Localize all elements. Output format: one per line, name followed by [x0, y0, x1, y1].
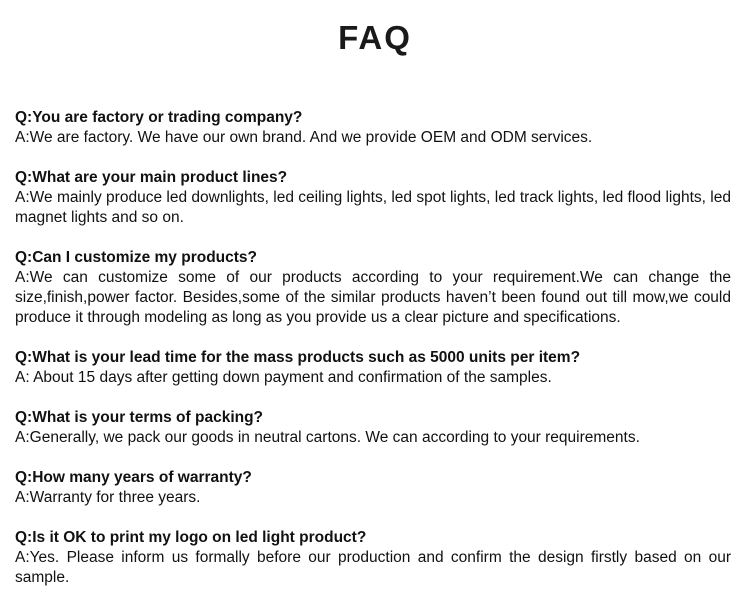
faq-answer: A:We are factory. We have our own brand. And we provide OEM and ODM services.	[15, 129, 593, 146]
faq-question: Q:What is your terms of packing?	[15, 409, 264, 426]
faq-answer: A:Yes. Please inform us formally before our production and confirm the design firstly based on our sample.	[15, 549, 731, 586]
faq-answer: A:We mainly produce led downlights, led ceiling lights, led spot lights, led track lights, led flood lights, led magnet lights and so on.	[15, 189, 731, 226]
faq-question: Q:You are factory or trading company?	[15, 109, 303, 126]
faq-item	[15, 248, 731, 328]
faq-answer: A:We can customize some of our products according to your requirement.We can change the size,finish,power factor. Besides,some of the similar products haven’t been found out till mow,we could produce it through modeling as long as you provide us a clear picture and specifications.	[15, 269, 731, 326]
faq-question: Q:Can I customize my products?	[15, 249, 258, 266]
faq-item	[15, 348, 731, 388]
faq-question: Q:How many years of warranty?	[15, 469, 252, 486]
faq-answer: A:Warranty for three years.	[15, 489, 201, 506]
faq-question: Q:What are your main product lines?	[15, 169, 288, 186]
faq-item	[15, 108, 731, 148]
faq-item	[15, 528, 731, 588]
faq-answer: A: About 15 days after getting down payment and confirmation of the samples.	[15, 369, 552, 386]
faq-answer: A:Generally, we pack our goods in neutral cartons. We can according to your requirements.	[15, 429, 640, 446]
page-title: FAQ	[338, 19, 412, 56]
faq-item	[15, 168, 731, 228]
faq-item	[15, 408, 731, 448]
faq-question: Q:What is your lead time for the mass products such as 5000 units per item?	[15, 349, 581, 366]
faq-item	[15, 468, 731, 508]
faq-question: Q:Is it OK to print my logo on led light product?	[15, 529, 367, 546]
faq-list	[15, 108, 731, 608]
